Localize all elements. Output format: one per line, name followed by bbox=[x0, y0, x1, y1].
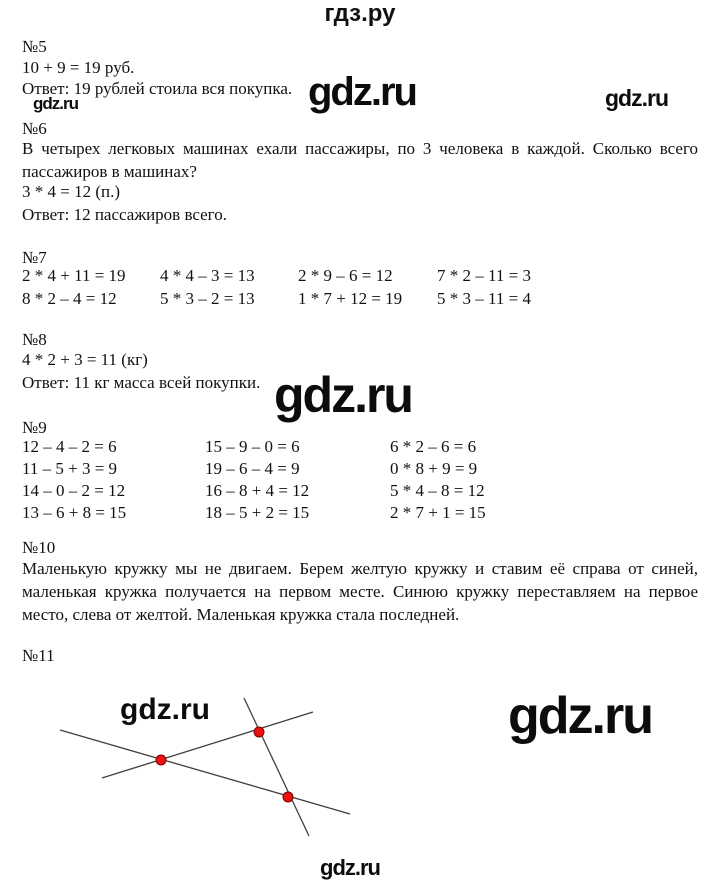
equation: 11 – 5 + 3 = 9 bbox=[22, 459, 118, 478]
equation: 8 * 2 – 4 = 12 bbox=[22, 289, 117, 308]
task-7-row-2 bbox=[22, 289, 531, 309]
equation: 19 – 6 – 4 = 9 bbox=[205, 459, 300, 478]
intersection-point bbox=[156, 755, 166, 765]
watermark-gdz-big-2: gdz.ru bbox=[274, 367, 412, 423]
watermark-gdz-figure: gdz.ru bbox=[120, 693, 210, 726]
equation: 2 * 9 – 6 = 12 bbox=[298, 266, 393, 285]
watermark-gdz-small: gdz.ru bbox=[33, 94, 78, 113]
task-6-solution: 3 * 4 = 12 (п.) bbox=[22, 182, 121, 201]
watermark-gdz-big-3: gdz.ru bbox=[508, 687, 652, 745]
figure-line bbox=[244, 698, 309, 836]
task-7-label: №7 bbox=[22, 248, 47, 267]
equation: 5 * 4 – 8 = 12 bbox=[390, 481, 485, 500]
site-title: гдз.ру bbox=[324, 0, 396, 27]
equation: 18 – 5 + 2 = 15 bbox=[205, 503, 310, 522]
task-10-label: №10 bbox=[22, 538, 56, 557]
task-6-answer: Ответ: 12 пассажиров всего. bbox=[22, 205, 227, 224]
equation: 5 * 3 – 11 = 4 bbox=[437, 289, 531, 308]
task-10-problem: Маленькую кружку мы не двигаем. Берем желтую кружку и ставим её справа от синей, маленькая кружка получается на первом месте. Синюю кружку переставляем на первое место, слева от желтой. Маленькая кружка стала последней. bbox=[22, 559, 698, 624]
equation: 6 * 2 – 6 = 6 bbox=[390, 437, 477, 456]
task-6-problem: В четырех легковых машинах ехали пассажиры, по 3 человека в каждой. Сколько всего пассажиров в машинах? bbox=[22, 139, 698, 181]
task-5-label: №5 bbox=[22, 37, 47, 56]
equation: 1 * 7 + 12 = 19 bbox=[298, 289, 403, 308]
watermark-gdz-footer: gdz.ru bbox=[320, 855, 380, 880]
task-5-answer: Ответ: 19 рублей стоила вся покупка. bbox=[22, 79, 293, 98]
equation: 16 – 8 + 4 = 12 bbox=[205, 481, 310, 500]
equation: 2 * 4 + 11 = 19 bbox=[22, 266, 126, 285]
equation: 4 * 4 – 3 = 13 bbox=[160, 266, 255, 285]
equation: 13 – 6 + 8 = 15 bbox=[22, 503, 127, 522]
equation: 12 – 4 – 2 = 6 bbox=[22, 437, 117, 456]
equation: 5 * 3 – 2 = 13 bbox=[160, 289, 255, 308]
task-5-solution: 10 + 9 = 19 руб. bbox=[22, 58, 135, 77]
task-11-label: №11 bbox=[22, 646, 55, 665]
task-9-row-2 bbox=[22, 459, 477, 479]
task-9-row-1 bbox=[22, 437, 476, 457]
equation: 2 * 7 + 1 = 15 bbox=[390, 503, 486, 522]
task-8-label: №8 bbox=[22, 330, 47, 349]
watermark-gdz-big-1: gdz.ru bbox=[308, 70, 416, 114]
equation: 7 * 2 – 11 = 3 bbox=[437, 266, 531, 285]
equation: 15 – 9 – 0 = 6 bbox=[205, 437, 300, 456]
task-9-row-3 bbox=[22, 481, 485, 501]
equation: 0 * 8 + 9 = 9 bbox=[390, 459, 478, 478]
intersection-point bbox=[254, 727, 264, 737]
task-8-answer: Ответ: 11 кг масса всей покупки. bbox=[22, 373, 261, 392]
task-9-label: №9 bbox=[22, 418, 47, 437]
figure-line bbox=[60, 730, 350, 814]
task-8-solution: 4 * 2 + 3 = 11 (кг) bbox=[22, 350, 148, 369]
task-6-label: №6 bbox=[22, 119, 47, 138]
task-9-row-4 bbox=[22, 503, 486, 523]
intersection-point bbox=[283, 792, 293, 802]
task-7-row-1 bbox=[22, 266, 531, 286]
watermark-gdz-right: gdz.ru bbox=[605, 85, 668, 111]
equation: 14 – 0 – 2 = 12 bbox=[22, 481, 126, 500]
